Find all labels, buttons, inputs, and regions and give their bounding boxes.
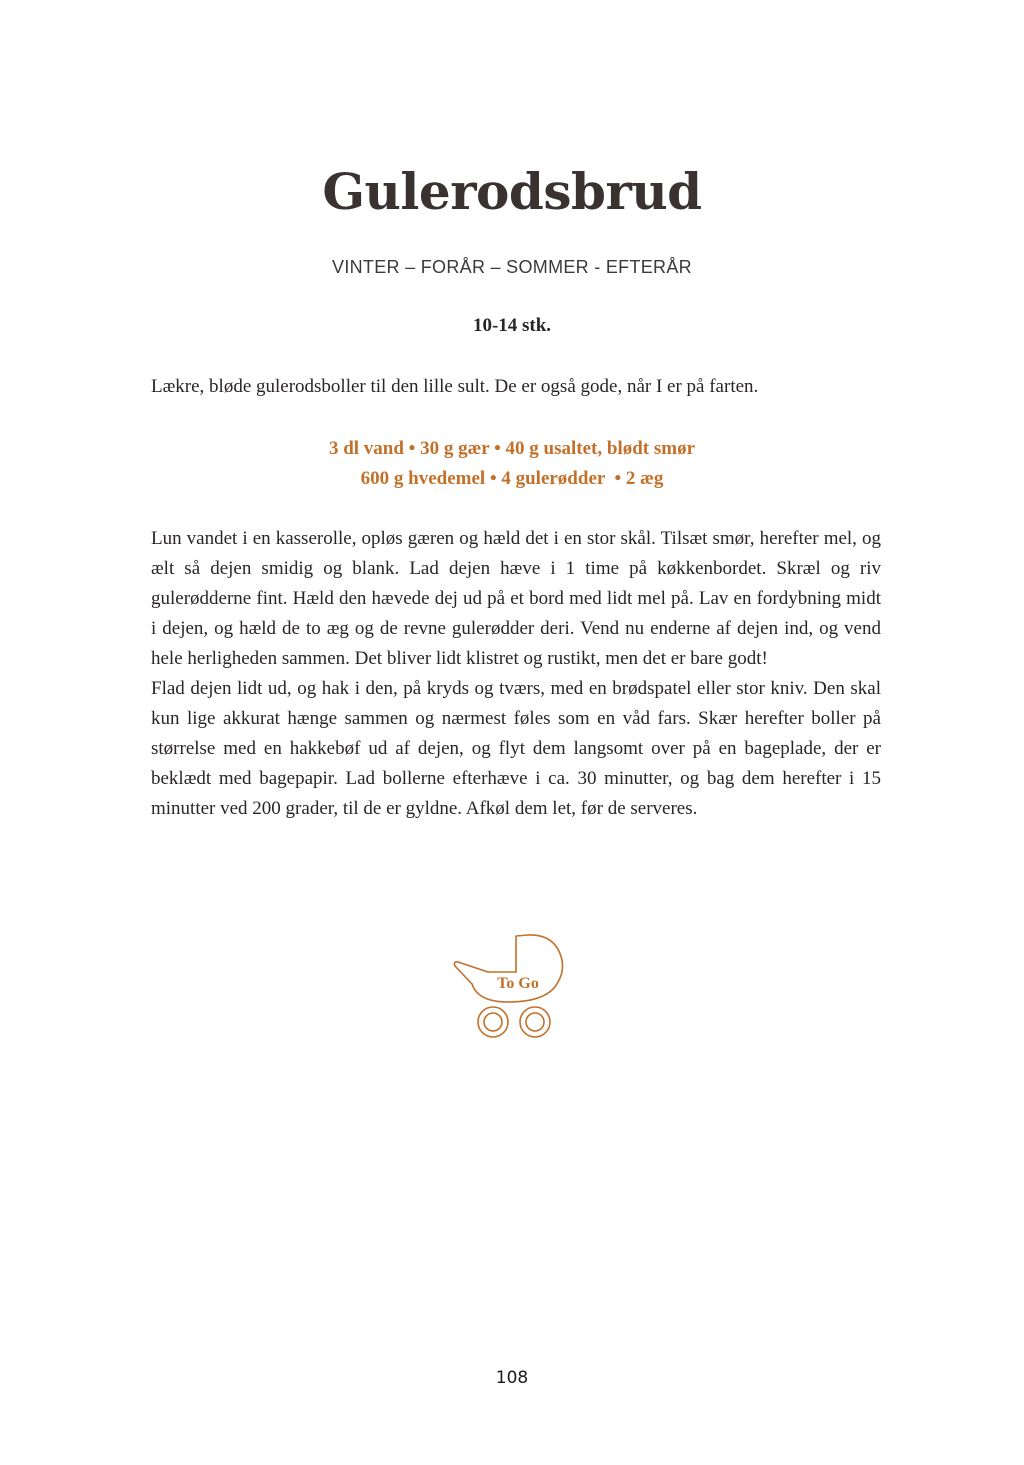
method-text — [151, 524, 881, 824]
method-paragraph: Flad dejen lidt ud, og hak i den, på kryds og tværs, med en brødspatel eller stor kniv. Den skal kun lige akkurat hænge sammen og nærmest føles som en våd fars. Skær herefter boller på størrelse med en hakkebøf ud af dejen, og flyt dem langsomt over på en bageplade, der er beklædt med bagepapir. Lad bollerne efterhæve i ca. 30 minutter, og bag dem herefter i 15 minutter ved 200 grader, til de er gyldne. Afkøl dem let, før de serveres. — [151, 678, 881, 819]
intro-text: Lækre, bløde gulerodsboller til den lille sult. De er også gode, når I er på farten. — [151, 376, 759, 397]
recipe-title: Gulerodsbrud — [322, 162, 702, 221]
seasons-line: VINTER – FORÅR – SOMMER - EFTERÅR — [332, 257, 692, 277]
to-go-label: To Go — [497, 975, 539, 992]
yield-label: 10-14 stk. — [472, 315, 552, 336]
ingredients-list — [0, 434, 1024, 494]
ingredients-line: 3 dl vand • 30 g gær • 40 g usaltet, blødt smør — [328, 438, 696, 459]
ingredients-line: 600 g hvedemel • 4 gulerødder • 2 æg — [360, 468, 664, 489]
page-number: 108 — [495, 1368, 529, 1388]
method-paragraph: Lun vandet i en kasserolle, opløs gæren og hæld det i en stor skål. Tilsæt smør, herefter mel, og ælt så dejen smidig og blank. Lad dejen hæve i 1 time på køkkenbordet. Skræl og riv gulerødderne fint. Hæld den hævede dej ud på et bord med lidt mel på. Lav en fordybning midt i dejen, og hæld de to æg og de revne gulerødder deri. Vend nu enderne af dejen ind, og vend hele herligheden sammen. Det bliver lidt klistret og rustikt, men det er bare godt! — [151, 528, 881, 669]
to-go-badge — [448, 930, 570, 1042]
